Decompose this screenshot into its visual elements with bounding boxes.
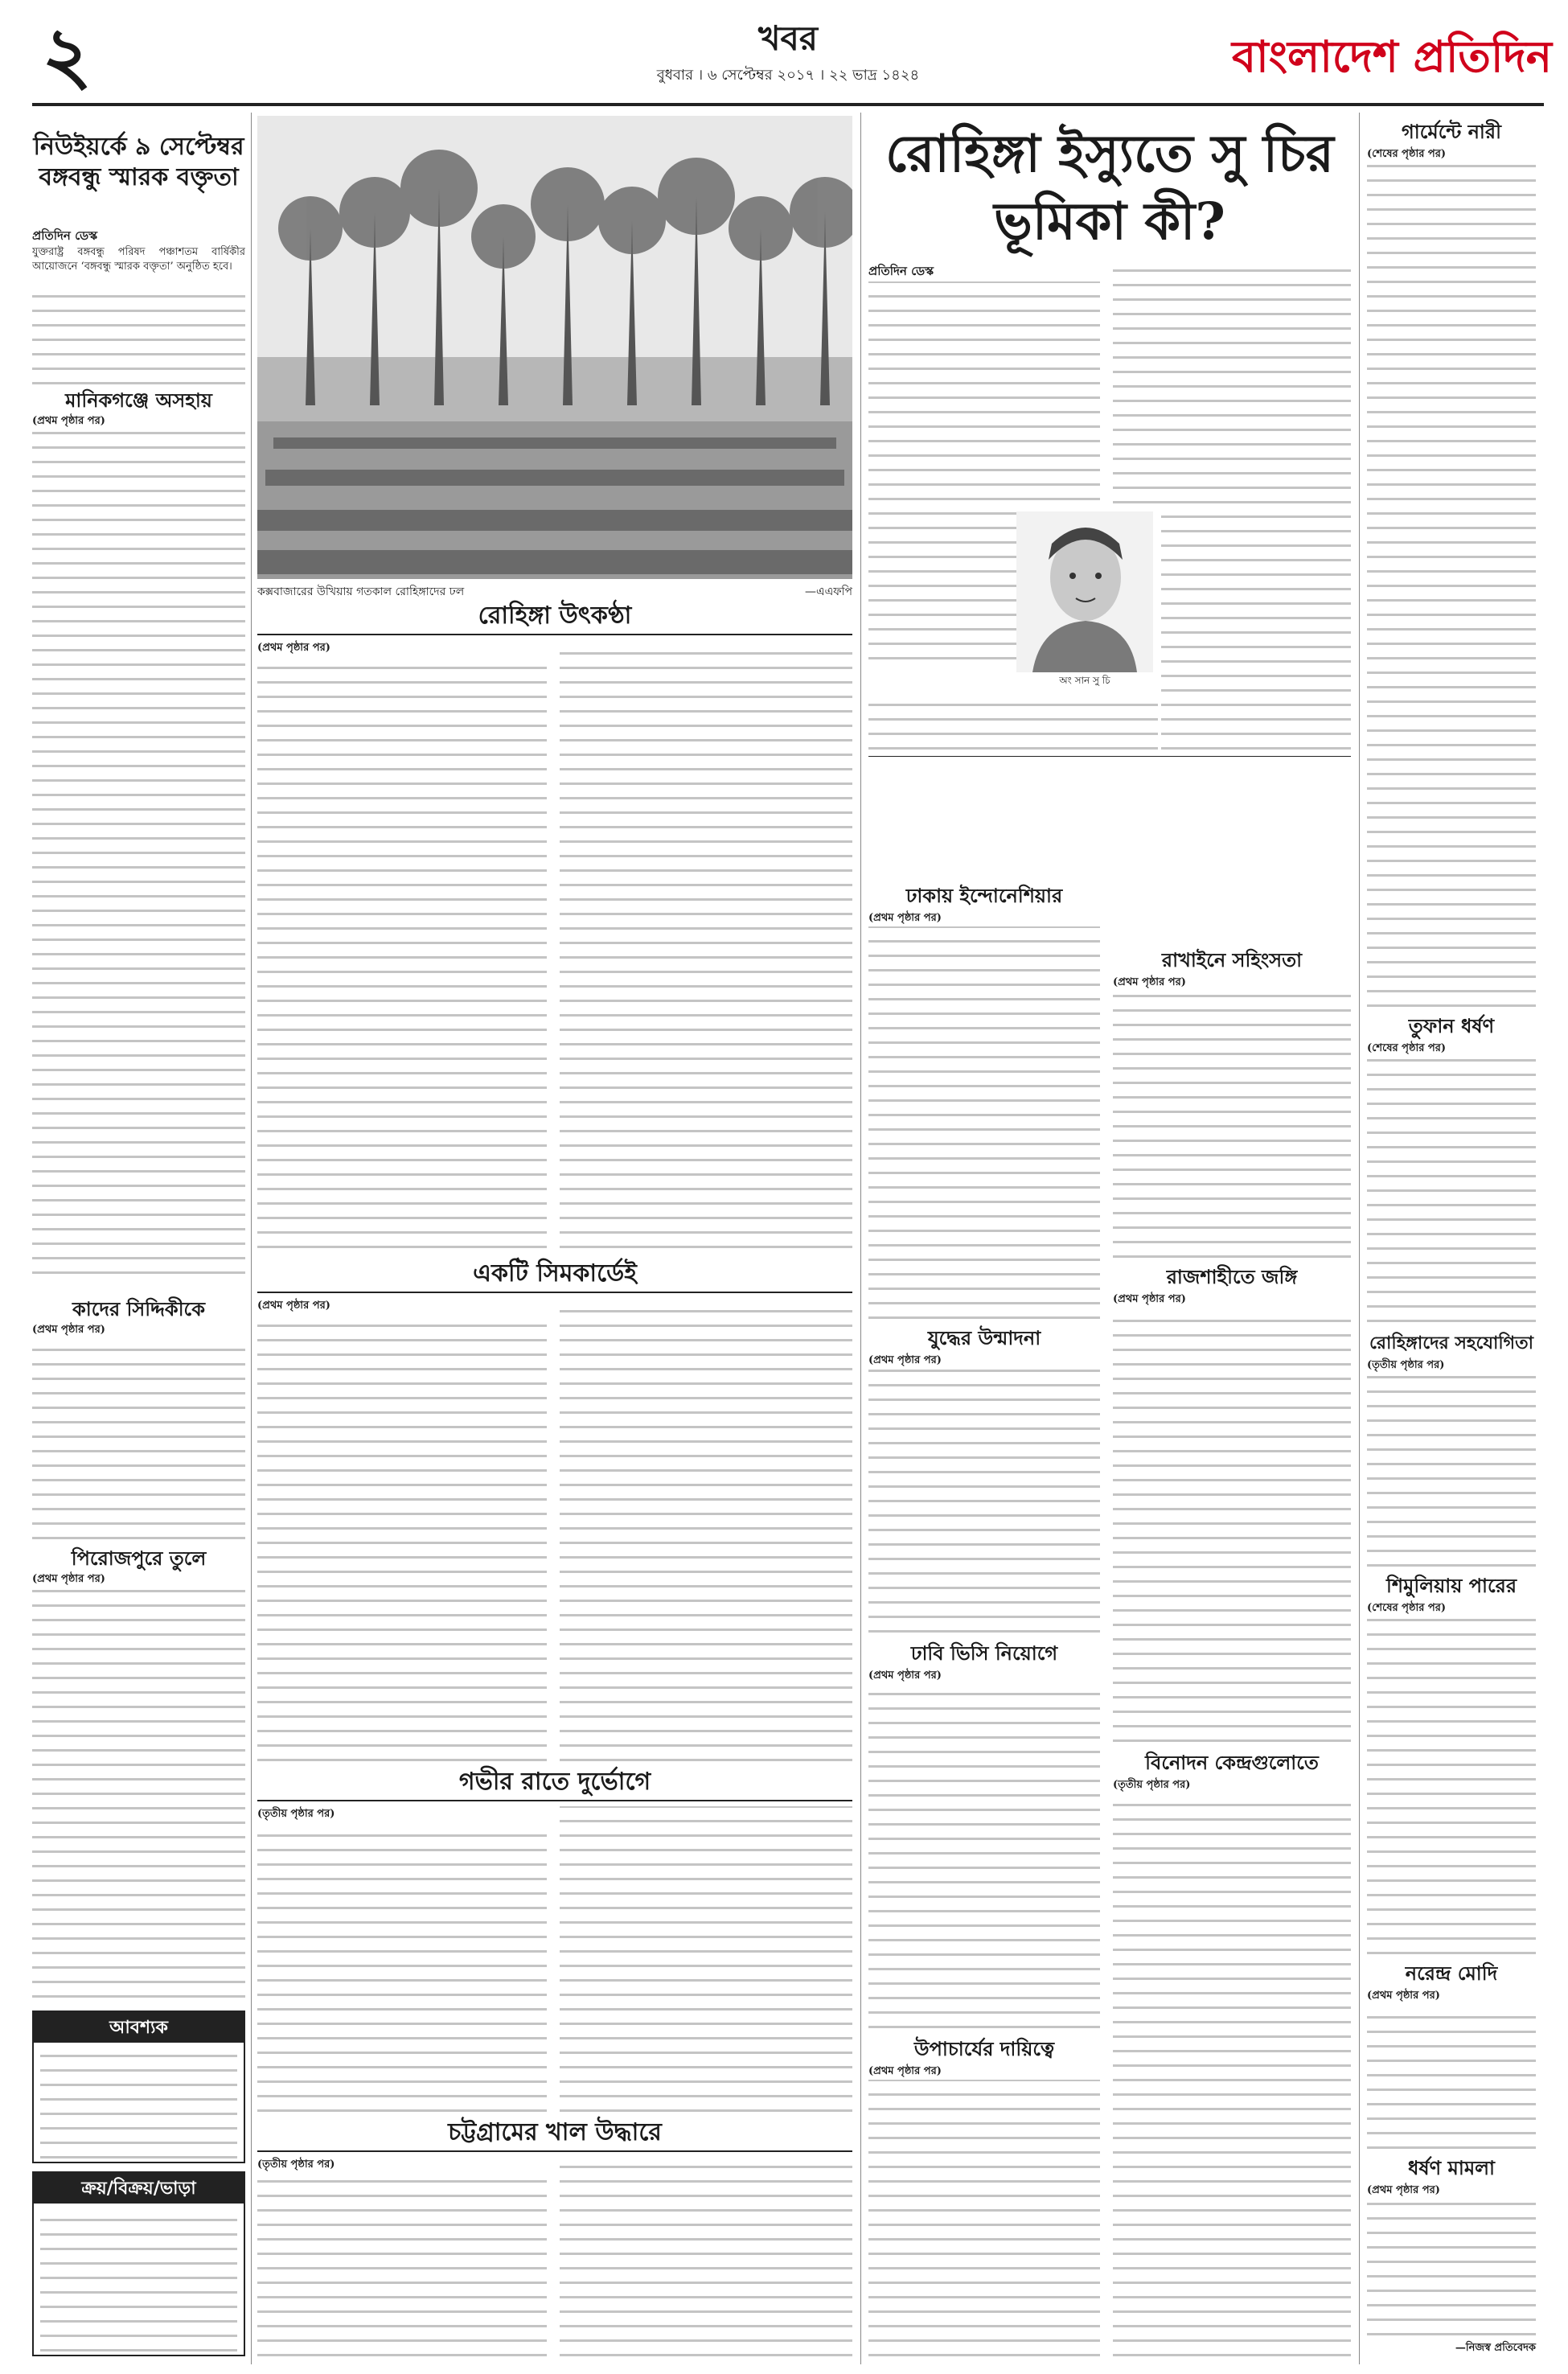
byline: প্রতিদিন ডেস্ক	[32, 228, 98, 243]
body-text	[32, 1587, 245, 1998]
story-headline: উপাচার্যের দায়িত্বে	[913, 2037, 1055, 2060]
story-headline: ঢাবি ভিসি নিয়োগে	[910, 1641, 1058, 1665]
suu-kyi-portrait	[1016, 511, 1153, 672]
story-headline: রোহিঙ্গাদের সহযোগিতা	[1369, 1333, 1533, 1353]
photo-credit: —এএফপি	[804, 585, 852, 598]
body-text	[1367, 1057, 1536, 1322]
story-headline: নিউইয়র্কে ৯ সেপ্টেম্বর বঙ্গবন্ধু স্মারক বক্তৃতা	[33, 133, 244, 191]
classified-title: ক্রয়/বিক্রয়/ভাড়া	[34, 2173, 244, 2204]
body-text	[1113, 1308, 1351, 1742]
jump-line: (প্রথম পৃষ্ঠার পর)	[257, 1300, 330, 1312]
body-text	[1367, 2199, 1536, 2335]
body-text	[257, 656, 547, 1248]
jump-line: (প্রথম পৃষ্ঠার পর)	[1367, 1990, 1440, 2002]
lead-headline: রোহিঙ্গা ইস্যুতে সু চির ভূমিকা কী?	[885, 124, 1334, 252]
body-text	[257, 1314, 547, 1761]
jump-line: (তৃতীয় পৃষ্ঠার পর)	[257, 1808, 335, 1820]
page-number: ২	[42, 10, 92, 101]
story-headline: গভীর রাতে দুর্ভোগে	[458, 1768, 651, 1796]
signoff: —নিজস্ব প্রতিবেদক	[1455, 2342, 1536, 2354]
rohingya-crowd-photo	[257, 116, 852, 579]
body-text	[257, 1822, 547, 2112]
headline-rule	[257, 1292, 852, 1293]
body-text	[560, 1298, 852, 1761]
byline: প্রতিদিন ডেস্ক	[868, 264, 934, 278]
story-headline: ধর্ষণ মামলা	[1407, 2156, 1495, 2179]
brand-logo: বাংলাদেশ প্রতিদিন	[1232, 31, 1552, 82]
jump-line: (শেষের পৃষ্ঠার পর)	[1367, 1602, 1447, 1614]
jump-line: (প্রথম পৃষ্ঠার পর)	[32, 415, 105, 427]
body-text	[1161, 511, 1351, 750]
story-headline: একটি সিমকার্ডেই	[473, 1259, 637, 1288]
body-text	[40, 2049, 237, 2158]
story-headline: মানিকগঞ্জে অসহায়	[65, 388, 212, 412]
body-text	[1367, 162, 1536, 1007]
jump-line: (তৃতীয় পৃষ্ঠার পর)	[1367, 1359, 1445, 1371]
jump-line: (প্রথম পৃষ্ঠার পর)	[868, 2065, 942, 2077]
column-divider	[1359, 113, 1360, 2364]
jump-line: (প্রথম পৃষ্ঠার পর)	[32, 1324, 105, 1336]
body-text	[868, 2080, 1100, 2356]
body-text	[32, 429, 245, 1274]
body-text	[868, 692, 1158, 750]
body-text	[40, 2210, 237, 2351]
jump-line: (তৃতীয় পৃষ্ঠার পর)	[1113, 1779, 1191, 1791]
story-headline: ঢাকায় ইন্দোনেশিয়ার	[905, 884, 1063, 907]
jump-line: (প্রথম পৃষ্ঠার পর)	[868, 912, 942, 924]
section-title: খবর	[757, 18, 819, 58]
jump-line: (শেষের পৃষ্ঠার পর)	[1367, 1042, 1447, 1054]
body-text	[32, 1338, 245, 1539]
story-headline: যুদ্ধের উন্মাদনা	[927, 1326, 1041, 1349]
photo-illustration	[257, 116, 852, 579]
body-text	[1367, 1616, 1536, 1954]
jump-line: (প্রথম পৃষ্ঠার পর)	[257, 642, 330, 654]
headline-rule	[257, 634, 852, 635]
headline-rule	[257, 1800, 852, 1801]
story-headline: বিনোদন কেন্দ্রগুলোতে	[1145, 1751, 1319, 1774]
body-text	[1367, 1374, 1536, 1567]
body-text	[560, 2157, 852, 2356]
jump-line: (প্রথম পৃষ্ঠার পর)	[32, 1573, 105, 1585]
jump-line: (প্রথম পৃষ্ঠার পর)	[1113, 976, 1186, 988]
story-headline: চট্টগ্রামের খাল উদ্ধারে	[448, 2118, 662, 2146]
story-headline: রাখাইনে সহিংসতা	[1161, 948, 1303, 971]
body-text	[560, 640, 852, 1248]
body-text	[1113, 1793, 1351, 2356]
portrait-caption: অং সান সু চি	[1059, 675, 1110, 686]
column-divider	[860, 113, 861, 2364]
story-headline: শিমুলিয়ায় পারের	[1385, 1574, 1517, 1597]
body-text	[868, 1684, 1100, 2028]
story-headline: পিরোজপুরে তুলে	[71, 1546, 207, 1570]
classified-title: আবশ্যক	[34, 2012, 244, 2043]
jump-line: (প্রথম পৃষ্ঠার পর)	[868, 1670, 942, 1682]
jump-line: (শেষের পৃষ্ঠার পর)	[1367, 148, 1447, 160]
body-text	[32, 290, 245, 384]
portrait-illustration	[1016, 511, 1153, 672]
story-headline: কাদের সিদ্দিকীকে	[72, 1297, 205, 1320]
column-divider	[251, 113, 252, 2364]
masthead-rule	[32, 103, 1544, 106]
body-text	[1367, 2004, 1536, 2149]
body-text	[868, 926, 1100, 1319]
section-rule	[868, 756, 1351, 757]
body-text	[560, 1806, 852, 2112]
body-text	[257, 2173, 547, 2356]
jump-line: (প্রথম পৃষ্ঠার পর)	[868, 1354, 942, 1366]
classified-box	[32, 2011, 245, 2163]
story-headline: রোহিঙ্গা উৎকণ্ঠা	[478, 602, 632, 630]
story-lead: যুক্তরাষ্ট্র বঙ্গবন্ধু পরিষদ পঞ্চাশতম বার্ষিকীর আয়োজনে ‘বঙ্গবন্ধু স্মারক বক্তৃতা’ অনুষ্ঠিত হবে।	[32, 246, 245, 273]
body-text	[1113, 262, 1351, 503]
jump-line: (প্রথম পৃষ্ঠার পর)	[1367, 2184, 1440, 2196]
story-headline: গার্মেন্টে নারী	[1402, 120, 1501, 143]
classified-box	[32, 2171, 245, 2356]
headline-rule	[257, 2150, 852, 2152]
body-text	[1113, 991, 1351, 1258]
jump-line: (প্রথম পৃষ্ঠার পর)	[1113, 1293, 1186, 1305]
photo-caption: কক্সবাজারের উখিয়ায় গতকাল রোহিঙ্গাদের ঢল	[257, 585, 465, 598]
jump-line: (তৃতীয় পৃষ্ঠার পর)	[257, 2158, 335, 2171]
date-line: বুধবার । ৬ সেপ্টেম্বর ২০১৭ । ২২ ভাদ্র ১৪২৪	[656, 67, 920, 84]
story-headline: নরেন্দ্র মোদি	[1405, 1961, 1498, 1985]
story-headline: তুফান ধর্ষণ	[1408, 1014, 1495, 1037]
body-text	[868, 1369, 1100, 1633]
story-headline: রাজশাহীতে জঙ্গি	[1166, 1265, 1298, 1288]
